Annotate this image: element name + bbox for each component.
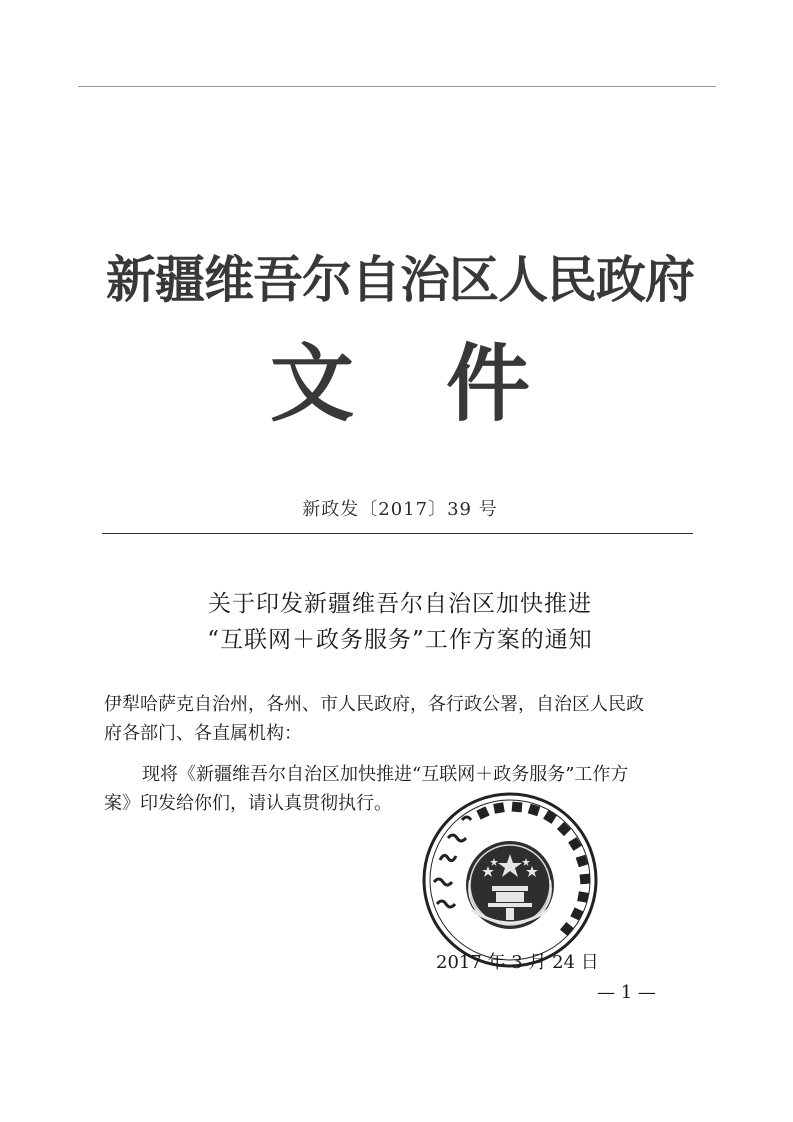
- doc-kind-char-1: 文: [269, 335, 354, 433]
- body-line-4: 案》印发给你们，请认真贯彻执行。: [104, 793, 392, 814]
- body-line-3: 现将《新疆维吾尔自治区加快推进“互联网＋政务服务”工作方: [142, 764, 629, 785]
- document-number: 新政发〔2017〕39 号: [302, 499, 498, 520]
- notice-title-line-1: 关于印发新疆维吾尔自治区加快推进: [208, 591, 592, 617]
- page-number: — 1 —: [597, 982, 656, 1003]
- doc-kind-char-2: 件: [446, 335, 531, 433]
- body-line-2: 府各部门、各直属机构：: [104, 723, 302, 744]
- official-seal-icon: [420, 790, 600, 970]
- notice-title-line-2: “互联网＋政务服务”工作方案的通知: [207, 627, 593, 653]
- separator-rule: [102, 533, 693, 534]
- top-rule: [78, 86, 716, 87]
- issuer-heading: 新疆维吾尔自治区人民政府: [106, 251, 694, 309]
- body-line-1: 伊犁哈萨克自治州，各州、市人民政府，各行政公署，自治区人民政: [104, 694, 644, 715]
- doc-kind-heading: [90, 336, 710, 432]
- issue-date: 2017 年 3 月 24 日: [436, 952, 599, 973]
